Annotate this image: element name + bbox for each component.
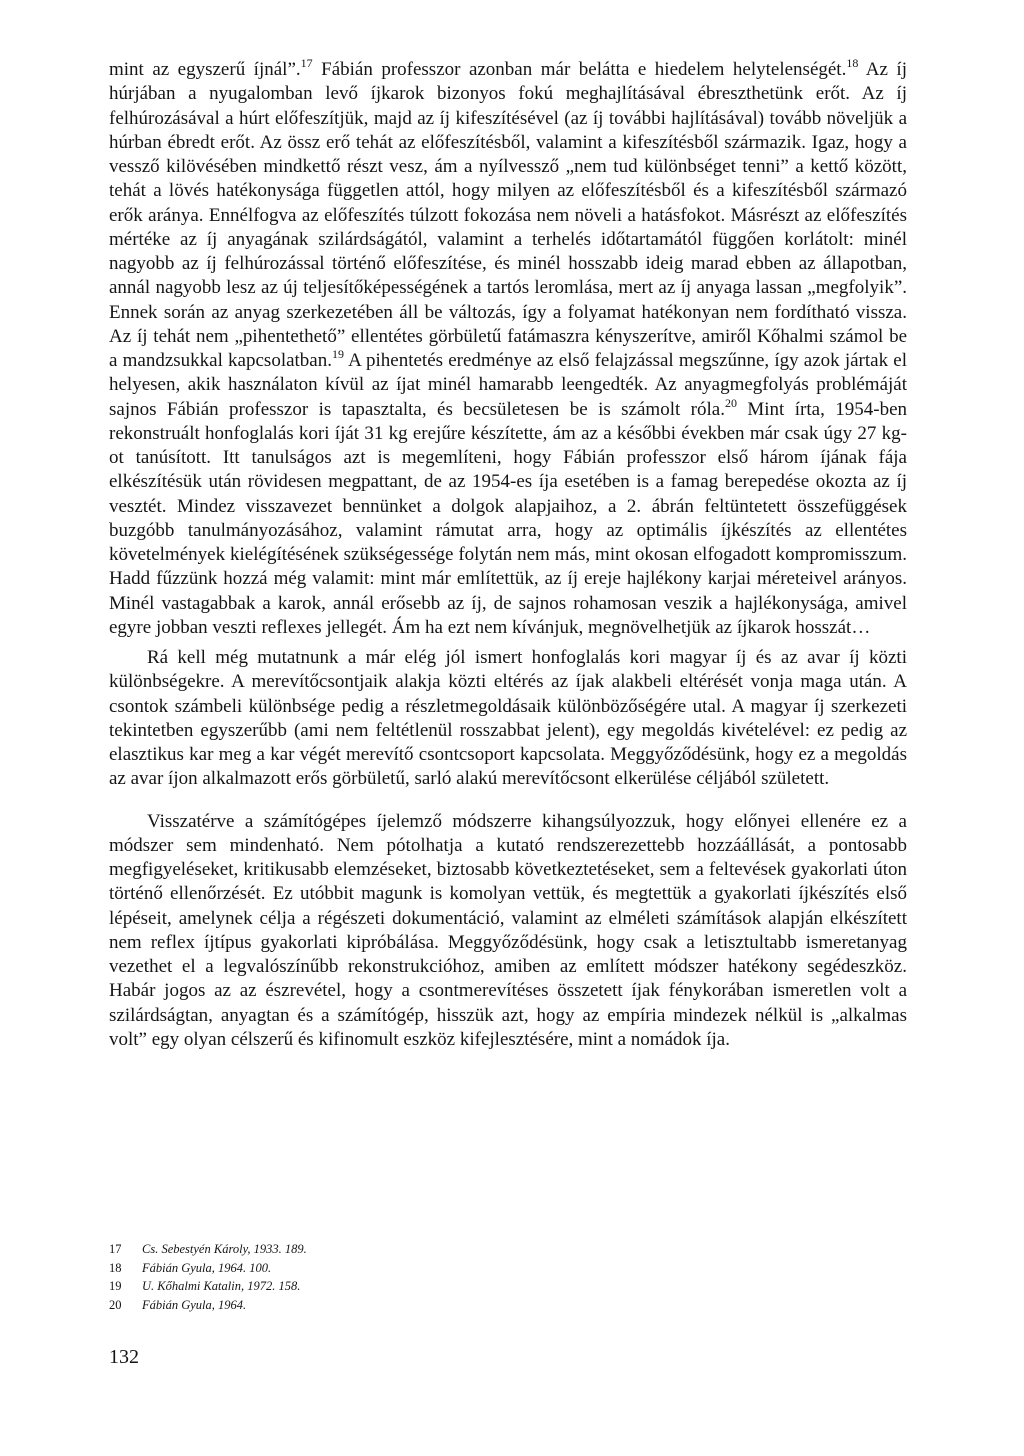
text-run: mint az egyszerű íjnál”. — [109, 59, 301, 80]
footnote-19 — [109, 1277, 709, 1296]
page-number: 132 — [109, 1346, 139, 1368]
text-run: Mint írta, 1954-ben rekonstruált honfoglalás kori íját 31 kg erejűre készítette, ám az a későbbi években már csak úgy 27 kg-ot tanúsított. Itt tanulságos azt is megemlíteni, hogy Fábián professzor első három íjának fája elkészítésük után rövidesen megpattant, de az 1954-es íja esetében is a famag berepedése okozta az íj vesztét. Mindez visszavezet bennünket a dolgok alapjaihoz, a 2. ábrán feltüntetett összefüggések buzgóbb tanulmányozásához, valamint rámutat arra, hogy az optimális íjkészítés az ellentétes követelmények kielégítésének szükségessége folytán nem más, mint okosan elfogadott kompromisszum. Hadd fűzzünk hozzá még valamit: mint már említettük, az íj ereje hajlékony karjai méreteivel arányos. Minél vastagabbak a karok, annál erősebb az íj, de sajnos rohamosan veszik a hajlékonysága, amivel egyre jobban veszti reflexes jellegét. Ám ha ezt nem kívánjuk, megnövelhetjük az íjkarok hosszát… — [109, 398, 908, 638]
footnote-18 — [109, 1259, 709, 1278]
footnotes — [109, 1240, 709, 1314]
paragraph-1 — [109, 58, 907, 640]
text-run: A pihentetés eredménye az első felajzással megszűnne, így azok jártak el helyesen, akik használaton kívül az íjat minél hamarabb leengedték. Az anyagmegfolyás problémáját sajnos Fábián professzor is tapasztalta, és becsületesen be is számolt róla. — [109, 350, 907, 420]
footnote-17 — [109, 1240, 709, 1259]
footnote-ref-20: 20 — [724, 395, 737, 410]
text-run: Rá kell még mutatnunk a már elég jól ismert honfoglalás kori magyar íj és az avar íj közti különbségekre. A merevítőcsontjaik alakja közti eltérés az íjak alakbeli eltérését vonja maga után. A csontok számbeli különbsége pedig a részletmegoldásaik különbözőségére utal. A magyar íj szerkezeti tekintetben egyszerűbb (ami nem feltétlenül rosszabbat jelent), egy megoldás kivételével: ez pedig az elasztikus kar meg a kar végét merevítő csontcsoport kapcsolata. Meggyőződésünk, hogy ez a megoldás az avar íjon alkalmazott erős görbületű, sarló alakú merevítőcsont elkerülése céljából született. — [109, 647, 907, 790]
footnote-citation: U. Kőhalmi Katalin, 1972. 158. — [142, 1279, 301, 1293]
body-text — [109, 58, 907, 1052]
footnote-number: 17 — [109, 1242, 122, 1256]
text-run: Fábián professzor azonban már belátta e hiedelem helytelenségét. — [312, 59, 847, 80]
footnote-number: 19 — [109, 1279, 122, 1293]
footnote-20 — [109, 1296, 709, 1315]
footnote-citation: Fábián Gyula, 1964. — [142, 1297, 247, 1312]
text-run: Visszatérve a számítógépes íjelemző módszerre kihangsúlyozzuk, hogy előnyei ellenére ez a módszer sem mindenható. Nem pótolhatja a kutató rendszerezettebb hozzáállását, a pontosabb megfigyeléseket, kritikusabb elemzéseket, biztosabb következtetéseket, sem a feltevések gyakorlati úton történő ellenőrzését. Ez utóbbit magunk is komolyan vettük, és megtettük a gyakorlati íjkészítés első lépéseit, amelynek célja a régészeti dokumentáció, valamint az elméleti számítások alapján elkészített nem reflex íjtípus gyakorlati kipróbálása. Meggyőződésünk, hogy csak a letisztultabb ismeretanyag vezethet el a legvalószínűbb rekonstrukcióhoz, amiben az említett módszer hatékony segédeszköz. Habár jogos az az észrevétel, hogy a csontmerevítéses összetett íjak fénykorában ismeretlen volt a szilárdságtan, anyagtan és a számítógép, hisszük azt, hogy az empíria mindezek nélkül is „alkalmas volt” egy olyan célszerű és kifinomult eszköz kifejlesztésére, mint a nomádok íja. — [109, 810, 907, 1050]
footnote-ref-19: 19 — [332, 347, 344, 361]
footnote-citation: Fábián Gyula, 1964. 100. — [142, 1260, 272, 1275]
footnote-citation: Cs. Sebestyén Károly, 1933. 189. — [142, 1242, 307, 1256]
paragraph-2 — [109, 646, 907, 792]
text-run: Az íj húrjában a nyugalomban levő íjkarok bizonyos fokú meghajlításával ébreszthetünk erőt. Az íj felhúrozásával a húrt előfeszítjük, majd az íj kifeszítésével (az íj további hajlításával) tovább növeljük a húrban ébredt erőt. Az össz erő tehát az előfeszítésből, valamint a kifeszítésből származik. Igaz, hogy a vessző kilövésében mindkettő részt vesz, ám a nyílvessző „nem tud különbséget tenni” a kettő között, tehát a lövés hatékonysága független attól, hogy milyen az előfeszítésből és a kifeszítésből származó erők aránya. Ennélfogva az előfeszítés túlzott fokozása nem növeli a hatásfokot. Másrészt az előfeszítés mértéke az íj anyagának szilárdságától, valamint a terhelés időtartamától függően korlátolt: minél nagyobb az íj felhúrozással történő előfeszítése, és minél hosszabb ideig marad ebben az állapotban, annál nagyobb lesz az új teljesítőképességének a tartós leromlása, mert az íj anyaga lassan „megfolyik”. Ennek során az anyag szerkezetében áll be változás, így a folyamat hatékonyan nem fordítható vissza. Az íj tehát nem „pihentethető” ellentétes görbületű fatámaszra kényszerítve, amiről Kőhalmi számol be a mandzsukkal kapcsolatban. — [109, 59, 907, 371]
footnote-number: 20 — [109, 1297, 122, 1312]
footnote-number: 18 — [109, 1260, 122, 1275]
footnote-ref-18: 18 — [846, 56, 859, 70]
footnote-ref-17: 17 — [300, 56, 313, 70]
paragraph-3 — [109, 810, 907, 1053]
